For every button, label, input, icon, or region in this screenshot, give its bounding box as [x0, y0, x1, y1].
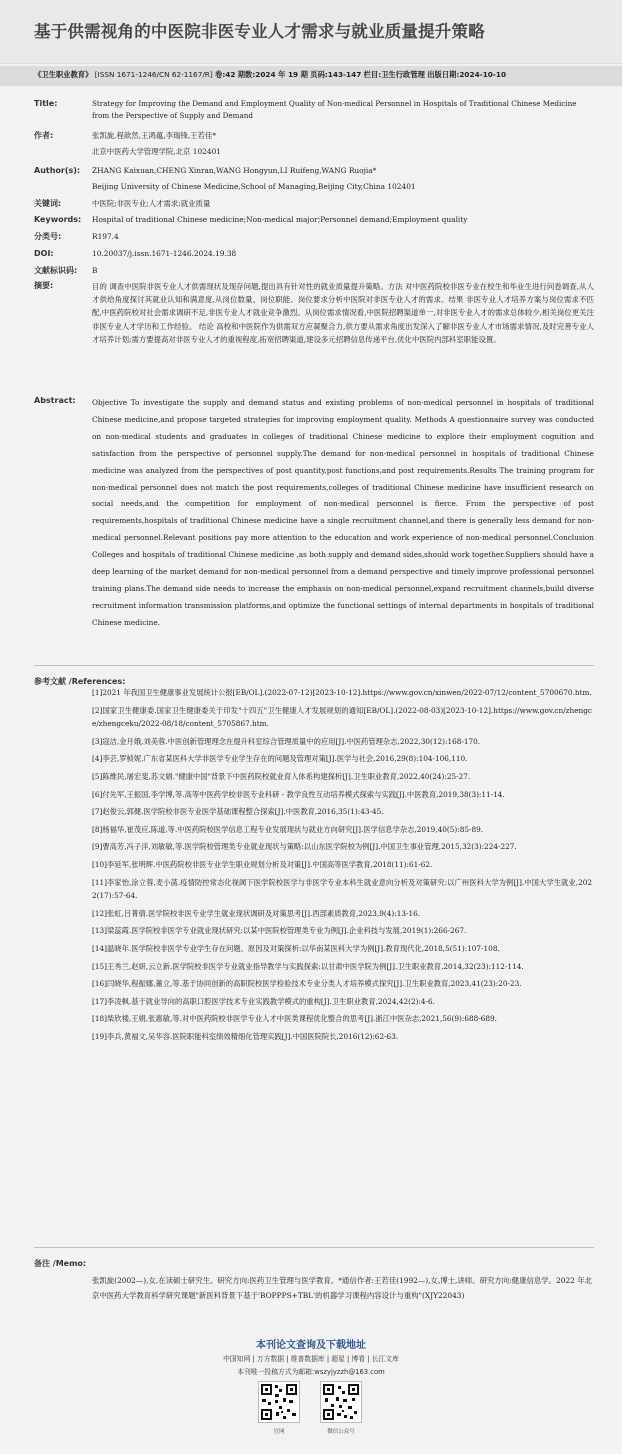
doi-label: DOI:: [34, 249, 54, 258]
footer-email: 本刊唯一投稿方式为邮箱:wszyjyzzh@163.com: [237, 1368, 385, 1376]
memo-divider: [34, 1247, 594, 1248]
keywords-cn: 中医院;非医专业;人才需求;就业质量: [92, 199, 211, 208]
references-heading: 参考文献 /References:: [34, 677, 126, 686]
website-qr-code[interactable]: [258, 1381, 300, 1423]
authors-en: ZHANG Kaixuan,CHENG Xinran,WANG Hongyun,LI Ruifeng,WANG Ruojia*: [92, 166, 377, 175]
journal-info-line: [34, 70, 506, 80]
section-divider: [34, 665, 594, 666]
keywords-en: Hospital of traditional Chinese medicine;Non-medical major;Personnel demand;Employment quality: [92, 215, 468, 224]
qr-icon: [321, 1382, 361, 1422]
abstract-en-label: Abstract:: [34, 396, 76, 405]
journal-date: 出版日期:2024-10-10: [427, 70, 507, 79]
authors-en-label: Author(s):: [34, 166, 81, 175]
footer-title: 本刊论文查询及下载地址: [256, 1340, 366, 1351]
references-list: [92, 686, 592, 1047]
wechat-qr-code[interactable]: [320, 1381, 362, 1423]
affiliation-en: Beijing University of Chinese Medicine,School of Managing,Beijing City,China 102401: [92, 182, 416, 191]
reference-item: [16]闫晓华,程振娜,董立,等.基于协同创新的高职院校医学检验技术专业分类人才培养模式探究[J].卫生职业教育,2023,41(23):20-23.: [92, 979, 522, 989]
memo-text: 张凯旋(2002—),女,在读硕士研究生。研究方向:医药卫生管理与医学教育。*通信作者:王若佳(1992—),女,博士,讲师。研究方向:健康信息学。2022 年北京中医药大学教育科学研究课题"新医科背景下基于'BOPPPS+TBL'的机器学习课程内容设计与重构"(XJY22043): [92, 1276, 592, 1300]
keywords-cn-label: 关键词:: [34, 199, 62, 208]
journal-issn: [ISSN 1671-1246/CN 62-1167/R]: [94, 70, 213, 79]
journal-pages: 页码:143-147: [310, 70, 362, 79]
keywords-en-label: Keywords:: [34, 215, 82, 224]
abstract-en: Objective To investigate the supply and demand status and existing problems of non-medical personnel in hospitals of traditional Chinese medicine,and propose targeted strategies for improving employment quality. Methods A questionnaire survey was conducted on non-medical students and graduates in colleges of traditional Chinese medicine to explore their employment cognition and satisfaction from the perspective of personnel supply.The demand for non-medical personnel in hospitals of traditional Chinese medicine was analyzed from the perspectives of post quantity,post functions,and post requirements.Results The training program for non-medical personnel does not match the post requirements,colleges of traditional Chinese medicine have insufficient research on social needs,and the competition for employment of non-medical personnel is fierce. From the perspective of post requirements,hospitals of traditional Chinese medicine have a single recruitment channel,and there is generally less demand for non-medical personnel.Relevant positions pay more attention to the education and work experience of non-medical personnel.Conclusion Colleges and hospitals of traditional Chinese medicine ,as both supply and demand sides,should work together.Suppliers should have a deep learning of the market demand for non-medical personnel from a demand perspective and timely improve professional personnel training plans.The demand side needs to increase the emphasis on non-medical personnel,expand recruitment channels,build diverse recruitment information transmission platforms,and optimize the functional settings of internal departments in hospitals of traditional Chinese medicine.: [92, 398, 594, 627]
class-no: R197.4: [92, 232, 119, 241]
qr-caption-website: 官网: [273, 1429, 285, 1435]
reference-item: [5]陈维民,屠宏斐,苏文娟."健康中国"背景下中医药院校就业育人体系构建探析[J].卫生职业教育,2022,40(24):25-27.: [92, 771, 471, 781]
journal-column: 栏目:卫生行政管理: [363, 70, 425, 79]
reference-item: [18]柴欣楼,王娟,张惠敏,等.对中医药院校非医学专业人才中医类课程优化整合的思考[J].浙江中医杂志,2021,56(9):688-689.: [92, 1014, 497, 1024]
reference-item: [11]李家怡,涂立蓉,麦小菡.疫情防控常态化视阈下医学院校医学与非医学专业本科生就业意向分析及对策研究:以广州医科大学为例[J].中国大学生就业,2022(17):57-64.: [92, 877, 592, 901]
reference-item: [13]梁蕊霞.医学院校非医学专业就业现状研究:以某中医院校管理类专业为例[J].企业科技与发展,2019(1):266-267.: [92, 926, 467, 936]
reference-item: [4]李芸,罗桢妮.广东省某医科大学非医学专业学生存在的问题及管理对策[J].医学与社会,2016,29(8):104-106,110.: [92, 754, 468, 764]
affiliation-cn: 北京中医药大学管理学院,北京 102401: [92, 147, 221, 156]
reference-item: [9]曹高芳,冯子洋,刘敏敏,等.医学院校管理类专业就业现状与策略:以山东医学院校为例[J].中国卫生事业管理,2015,32(3):224-227.: [92, 842, 517, 852]
abstract-cn: 目的 调查中医院非医专业人才供需现状及现存问题,提出具有针对性的就业质量提升策略。方法 对中医药院校非医专业在校生和毕业生进行问卷调查,从人才供给角度探讨其就业认知和满意度,从岗位数量、岗位职能、岗位要求分析中医院对非医专业人才的需求。结果 非医专业人才培养方案与岗位需求不匹配,中医药院校对社会需求调研不足,非医专业人才就业竞争激烈。从岗位需求情况看,中医院招聘渠道单一,对非医专业人才的需求总体较少,相关岗位更关注非医专业人才学历和工作经验。 结论 高校和中医院作为供需双方应凝聚合力,供方要从需求角度出发深入了解非医专业人才市场需求情况,及时完善专业人才培养计划;需方要提高对非医专业人才的重视程度,拓宽招聘渠道,建设多元招聘信息传递平台,优化中医院内部科室职能设置。: [92, 282, 594, 344]
article-title: 基于供需视角的中医院非医专业人才需求与就业质量提升策略: [34, 22, 485, 41]
reference-item: [2]国家卫生健康委.国家卫生健康委关于印发"十四五"卫生健康人才发展规划的通知[EB/OL].(2022-08-03)[2023-10-12].https://www.gov.cn/zhengce/zhengceku/2022-08/18/content_5705867.htm.: [92, 705, 592, 729]
qr-caption-wechat: 微信公众号: [327, 1429, 355, 1435]
journal-name: 《卫生职业教育》: [34, 70, 93, 79]
class-label: 分类号:: [34, 232, 62, 241]
qr-icon: [259, 1382, 299, 1422]
reference-item: [7]赵俊云,郭健.医学院校非医专业医学基础课程整合探索[J].中医教育,2016,35(1):43-45.: [92, 807, 384, 817]
journal-volume: 卷:42: [215, 70, 236, 79]
reference-item: [8]杨福华,崔茂应,陈道,等.中医药院校医学信息工程专业发展现状与就业方向研究[J].医学信息学杂志,2019,40(5):85-89.: [92, 824, 484, 834]
memo-heading: 备注 /Memo:: [34, 1259, 87, 1268]
authors-label: 作者:: [34, 131, 54, 140]
title-banner: [0, 0, 622, 64]
reference-item: [19]李兵,黄福文,吴华容.医院职能科室绩效精细化管理实践[J].中国医院院长,2016(12):62-63.: [92, 1031, 399, 1041]
abstract-cn-label: 摘要:: [34, 281, 54, 290]
doccode-value: B: [92, 266, 98, 275]
authors-cn: 张凯旋,程歆然,王鸿蕴,李瑞锋,王若佳*: [92, 131, 216, 140]
reference-item: [10]李延军,张明辉.中医药院校非医专业学生职业规划分析及对策[J].中国高等医学教育,2018(11):61-62.: [92, 859, 433, 869]
reference-item: [3]寇洁,金月娥,刘美蓉.中医创新管理理念在提升科室综合管理质量中的应用[J].中医药管理杂志,2022,30(12):168-170.: [92, 736, 481, 746]
title-label: Title:: [34, 99, 58, 108]
footer-databases: 中国知网 | 万方数据 | 维普数据库 | 超星 | 博看 | 长江文库: [223, 1355, 399, 1363]
reference-item: [1]2021 年我国卫生健康事业发展统计公报[EB/OL].(2022-07-12)[2023-10-12].https://www.gov.cn/xinwen/2022-07/12/content_5700670.htm.: [92, 688, 592, 697]
journal-issue: 期数:2024 年 19 期: [237, 70, 308, 79]
reference-item: [17]李凌枫.基于就业导向的高职口腔医学技术专业实践教学模式的重构[J].卫生职业教育,2024,42(2):4-6.: [92, 996, 435, 1006]
reference-item: [15]王秀兰,赵妍,云立新.医学院校非医学专业就业指导教学与实践探索:以甘肃中医学院为例[J].卫生职业教育,2014,32(23):112-114.: [92, 961, 524, 971]
doccode-label: 文献标识码:: [34, 266, 78, 275]
reference-item: [14]温晓年.医学院校非医学专业学生存在问题、原因及对策探析:以华南某医科大学为例[J].教育现代化,2018,5(51):107-108.: [92, 943, 500, 953]
doi-value: 10.20037/j.issn.1671-1246.2024.19.38: [92, 249, 237, 258]
title-en: Strategy for Improving the Demand and Employment Quality of Non-medical Personnel in Hospitals of Traditional Chinese Medicine from the Perspective of Supply and Demand: [92, 99, 577, 120]
reference-item: [6]付先军,王振国,李学博,等.高等中医药学校非医专业科研 - 教学良性互动培养模式探索与实践[J].中医教育,2019,38(3):11-14.: [92, 789, 505, 799]
reference-item: [12]张虹,吕菁倩.医学院校非医专业学生就业现状调研及对策思考[J].西部素质教育,2023,9(4):13-16.: [92, 908, 421, 918]
